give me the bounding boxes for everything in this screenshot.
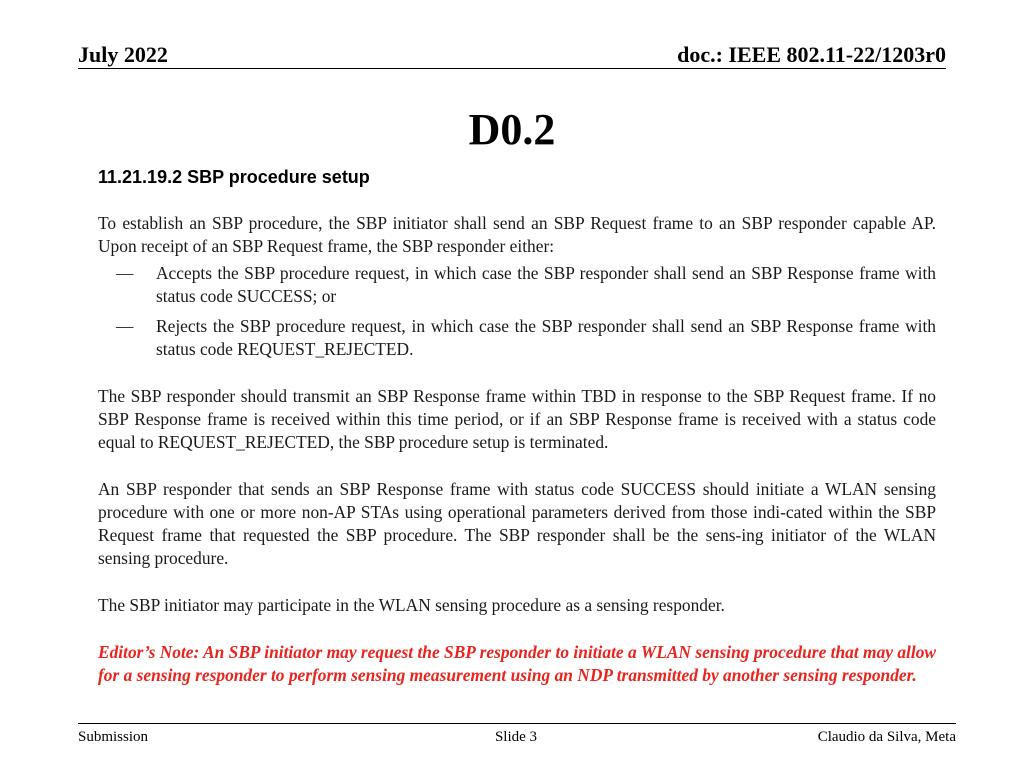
list-item-text: Rejects the SBP procedure request, in which case the SBP responder shall send an SBP Response frame with status code REQUEST_REJECTED. bbox=[156, 316, 936, 359]
sensing-procedure-paragraph: An SBP responder that sends an SBP Response frame with status code SUCCESS should initiate a WLAN sensing procedure with one or more non-AP STAs using operational parameters derived from those indi-cated within the SBP Request frame that requested the SBP procedure. The SBP responder shall be the sens-ing initiator of the WLAN sensing procedure. bbox=[98, 479, 936, 568]
document-body bbox=[98, 212, 936, 687]
list-dash: — bbox=[116, 263, 134, 283]
footer-slide-number: Slide 3 bbox=[494, 729, 538, 745]
list-item-text: Accepts the SBP procedure request, in which case the SBP responder shall send an SBP Response frame with status code SUCCESS; or bbox=[156, 263, 936, 306]
list-item bbox=[98, 262, 936, 308]
editor-note: Editor’s Note: An SBP initiator may request the SBP responder to initiate a WLAN sensing procedure that may allow for a sensing responder to perform sensing measurement using an NDP transmitted by another sensing responder. bbox=[98, 642, 936, 685]
slide-title: D0.2 bbox=[468, 105, 556, 154]
section-heading: 11.21.19.2 SBP procedure setup bbox=[98, 167, 370, 187]
footer-divider bbox=[78, 723, 956, 724]
response-timing-paragraph: The SBP responder should transmit an SBP Response frame within TBD in response to the SBP Request frame. If no SBP Response frame is received within this time period, or if an SBP Response frame is received with a status code equal to REQUEST_REJECTED, the SBP procedure setup is terminated. bbox=[98, 386, 936, 452]
list-dash: — bbox=[116, 316, 134, 336]
header-doc-id: doc.: IEEE 802.11-22/1203r0 bbox=[677, 42, 946, 67]
header-date: July 2022 bbox=[78, 42, 168, 67]
intro-paragraph: To establish an SBP procedure, the SBP initiator shall send an SBP Request frame to an SBP responder capable AP. Upon receipt of an SBP Request frame, the SBP responder either: bbox=[98, 213, 936, 256]
footer-submission: Submission bbox=[78, 729, 149, 745]
initiator-participation-paragraph: The SBP initiator may participate in the WLAN sensing procedure as a sensing responder. bbox=[98, 595, 725, 615]
header-divider bbox=[78, 68, 946, 69]
list-item bbox=[98, 315, 936, 361]
response-options-list bbox=[98, 262, 936, 361]
footer-author: Claudio da Silva, Meta bbox=[817, 729, 956, 745]
